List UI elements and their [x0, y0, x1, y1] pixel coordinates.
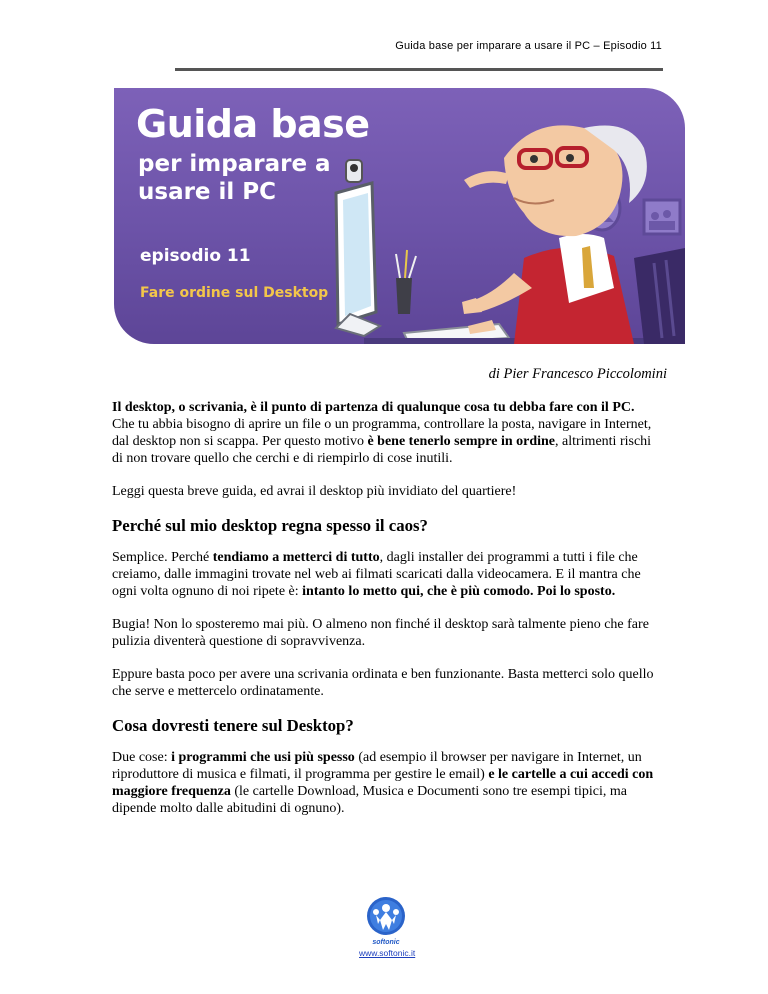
section-heading-desktop: Cosa dovresti tenere sul Desktop?: [112, 716, 354, 735]
s1p1-text-2: , dagli installer dei programmi a tutti i file che creiamo, dalle immagini trovate nel web ai filmati scaricati dalla videocamera. E il mantra che ogni volta ognuno di noi ripete è:: [112, 550, 641, 599]
intro-text-2: , altrimenti rischi di non trovare quello che cerchi e di riempirlo di cose inutili.: [112, 434, 652, 466]
s1p1-bold-1: tendiamo a metterci di tutto: [212, 550, 380, 565]
person-illustration: [462, 125, 647, 344]
s2p1-text-2: (ad esempio il browser per navigare in Internet, un riproduttore di musica e filmati, il programma per gestire le email): [112, 750, 642, 782]
footer-brand: softonic: [372, 939, 400, 946]
author-byline: di Pier Francesco Piccolomini: [488, 366, 667, 382]
section1-paragraph-3: Eppure basta poco per avere una scrivania ordinata e ben funzionante. Basta metterci solo quello che serve e mettercelo ordinatamente.: [112, 667, 654, 699]
s2p1-bold-2: e le cartelle a cui accedi con maggiore frequenza: [112, 767, 654, 799]
article-body: [112, 399, 660, 833]
banner-subtitle: per imparare a usare il PC: [138, 151, 331, 205]
header-rule: [175, 68, 663, 71]
intro-paragraph: [112, 399, 660, 467]
s1p1-text-1: Semplice. Perché: [112, 550, 213, 565]
banner-title: Guida base: [136, 102, 370, 146]
pen-holder: [396, 250, 416, 314]
softonic-logo-icon: [365, 896, 407, 936]
intro-text-1: Che tu abbia bisogno di aprire un file o un programma, controllare la posta, navigare in Internet, dal desktop non si scappa. Per questo motivo: [112, 417, 652, 449]
section1-paragraph-2: Bugia! Non lo sposteremo mai più. O almeno non finché il desktop sarà talmente pieno che fare pulizia diventerà questione di sopravvivenza.: [112, 617, 649, 649]
section1-paragraph-1: [112, 549, 660, 600]
running-header: Guida base per imparare a usare il PC – Episodio 11: [395, 40, 662, 52]
intro-paragraph-2: Leggi questa breve guida, ed avrai il desktop più invidiato del quartiere!: [112, 484, 517, 499]
intro-bold-1: Il desktop, o scrivania, è il punto di partenza di qualunque cosa tu debba fare con il PC.: [112, 400, 635, 415]
section2-paragraph-1: [112, 749, 660, 817]
page-footer: [359, 896, 416, 958]
intro-bold-2: è bene tenerlo sempre in ordine: [367, 434, 556, 449]
wall-photo-frame: [644, 200, 680, 234]
s2p1-bold-1: i programmi che usi più spesso: [171, 750, 355, 765]
banner-episode: episodio 11: [140, 246, 251, 266]
section-heading-chaos: Perché sul mio desktop regna spesso il caos?: [112, 516, 428, 535]
s1p1-bold-2: intanto lo metto qui, che è più comodo. Poi lo sposto.: [302, 584, 616, 599]
banner-image: [114, 88, 685, 344]
s2p1-text-1: Due cose:: [112, 750, 172, 765]
s2p1-text-3: (le cartelle Download, Musica e Documenti sono tre esempi tipici, ma dipende molto dalle abitudini di ognuno).: [112, 784, 628, 816]
banner-topic: Fare ordine sul Desktop: [140, 285, 329, 301]
footer-link[interactable]: www.softonic.it: [359, 948, 416, 958]
